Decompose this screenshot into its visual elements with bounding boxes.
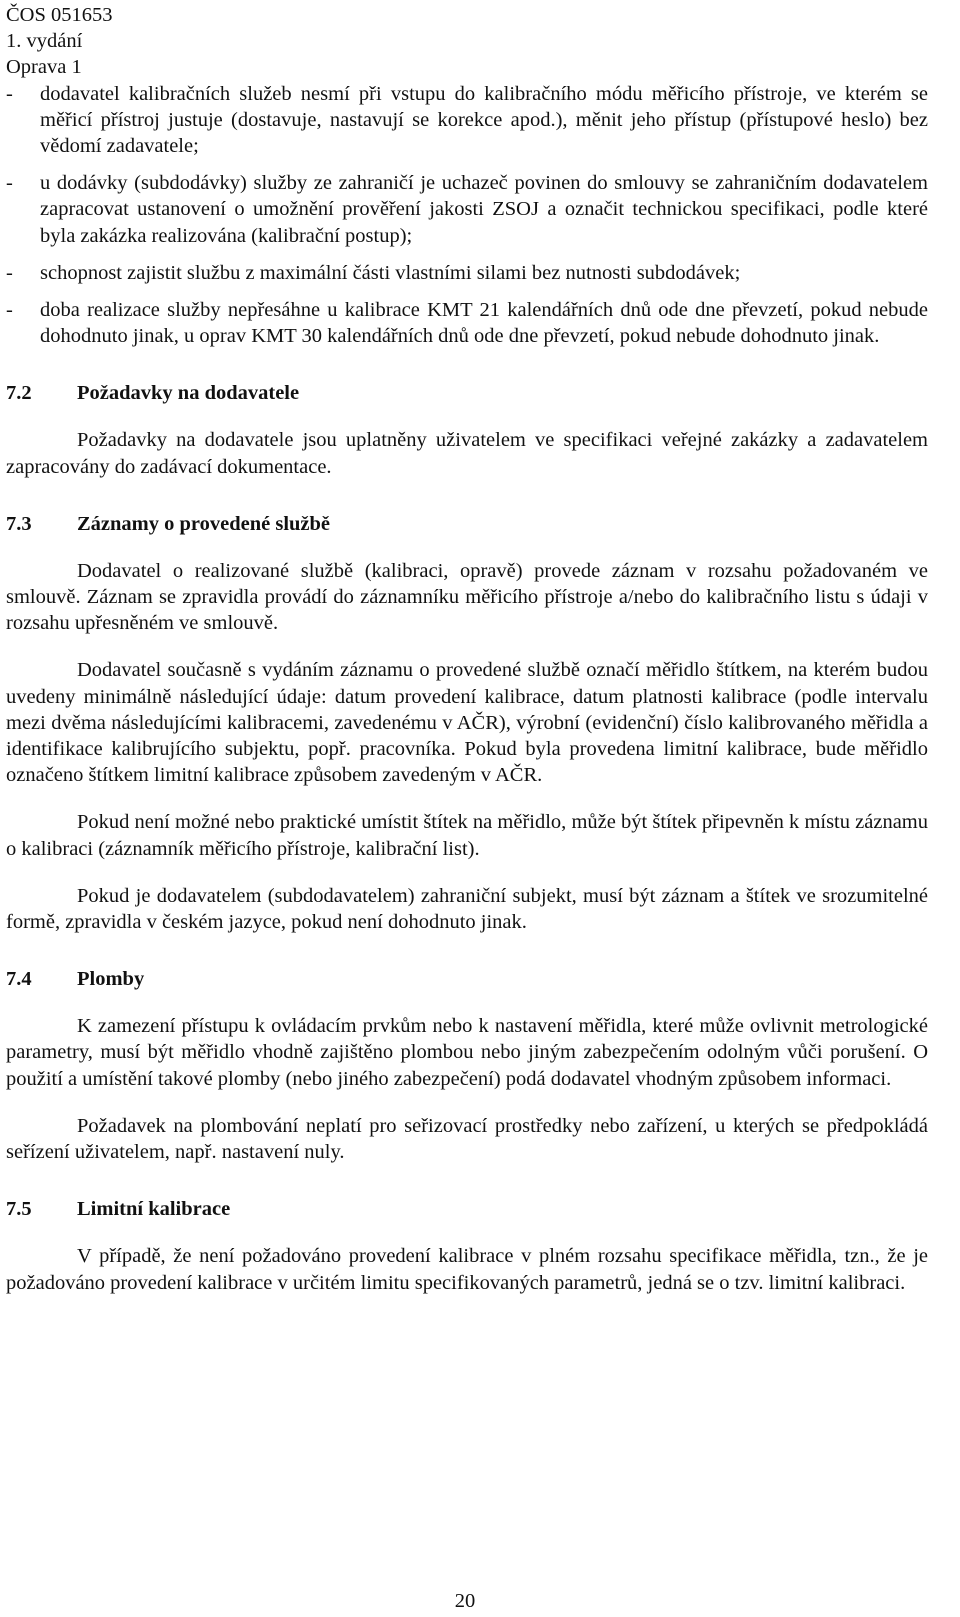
section-number: 7.2 bbox=[6, 382, 32, 405]
list-item bbox=[6, 170, 928, 249]
section-title: Plomby bbox=[77, 968, 145, 991]
paragraph: Pokud není možné nebo praktické umístit štítek na měřidlo, může být štítek připevněn k místu záznamu o kalibraci (záznamník měřicího přístroje, kalibrační list). bbox=[6, 811, 928, 860]
section-heading bbox=[6, 380, 928, 406]
paragraph: Dodavatel současně s vydáním záznamu o provedené službě označí měřidlo štítkem, na kterém budou uvedeny minimálně následující údaje: datum provedení kalibrace, datum platnosti kalibrace (podle intervalu mezi dvěma následujícími kalibracemi, zavedenému v AČR), výrobní (evidenční) číslo kalibrovaného měřidla a identifikace kalibrujícího subjektu, popř. pracovníka. Pokud byla provedena limitní kalibrace, bude měřidlo označeno štítkem limitní kalibrace způsobem zavedeným v AČR. bbox=[6, 659, 928, 787]
paragraph: V případě, že není požadováno provedení kalibrace v plném rozsahu specifikace měřidla, tzn., že je požadováno provedení kalibrace v určitém limitu specifikovaných parametrů, jedná se o tzv. limitní kalibraci. bbox=[6, 1245, 928, 1294]
document-code: ČOS 051653 bbox=[6, 4, 113, 26]
edition-label: 1. vydání bbox=[6, 30, 83, 53]
section-heading bbox=[6, 1196, 928, 1222]
bullet-list bbox=[6, 81, 928, 350]
paragraph: Dodavatel o realizované službě (kalibraci, opravě) provede záznam v rozsahu požadovaném ve smlouvě. Záznam se zpravidla provádí do záznamníku měřicího přístroje a/nebo do kalibračního listu s údaji v rozsahu upřesněném ve smlouvě. bbox=[6, 559, 928, 635]
section-title: Požadavky na dodavatele bbox=[77, 382, 300, 405]
paragraph: Pokud je dodavatelem (subdodavatelem) zahraniční subjekt, musí být záznam a štítek ve srozumitelné formě, zpravidla v českém jazyce, pokud není dohodnuto jinak. bbox=[6, 884, 928, 934]
list-item-text: u dodávky (subdodávky) služby ze zahraničí je uchazeč povinen do smlouvy se zahraničním dodavatelem zapracovat ustanovení o umožnění prověření jakosti ZSOJ a označit technickou specifikaci, podle které byla zakázka realizována (kalibrační postup); bbox=[40, 172, 928, 247]
list-item bbox=[6, 260, 928, 286]
paragraph: Požadavky na dodavatele jsou uplatněny uživatelem ve specifikaci veřejné zakázky a zadavatelem zapracovány do zadávací dokumentace. bbox=[6, 429, 928, 478]
section-title: Limitní kalibrace bbox=[77, 1198, 231, 1221]
section-number: 7.5 bbox=[6, 1198, 32, 1221]
list-item-text: schopnost zajistit službu z maximální části vlastními silami bez nutnosti subdodávek; bbox=[40, 261, 741, 284]
list-item bbox=[6, 81, 928, 160]
paragraph: Požadavek na plombování neplatí pro seřizovací prostředky nebo zařízení, u kterých se předpokládá seřízení uživatelem, např. nastavení nuly. bbox=[6, 1114, 928, 1164]
paragraph: K zamezení přístupu k ovládacím prvkům nebo k nastavení měřidla, které může ovlivnit metrologické parametry, musí být měřidlo vhodně zajištěno plombou nebo jiným zabezpečením odolným vůči porušení. O použití a umístění takové plomby (nebo jiného zabezpečení) podá dodavatel vhodným způsobem informaci. bbox=[6, 1015, 928, 1090]
section-title: Záznamy o provedené službě bbox=[77, 512, 331, 535]
list-item-text: doba realizace služby nepřesáhne u kalibrace KMT 21 kalendářních dnů ode dne převzetí, pokud nebude dohodnuto jinak, u oprav KMT 30 kalendářních dnů ode dne převzetí, pokud nebude dohodnuto jinak. bbox=[40, 299, 928, 348]
document-page bbox=[6, 2, 928, 1296]
list-item-text: dodavatel kalibračních služeb nesmí při vstupu do kalibračního módu měřicího přístroje, ve kterém se měřicí přístroj justuje (dostavuje, nastavují se korekce apod.), měnit jeho přístup (přístupové heslo) bez vědomí zadavatele; bbox=[40, 82, 928, 158]
list-dash: - bbox=[6, 261, 13, 284]
section-heading bbox=[6, 511, 928, 537]
section-heading bbox=[6, 966, 928, 992]
list-dash: - bbox=[6, 82, 13, 105]
list-dash: - bbox=[6, 299, 13, 322]
page-number: 20 bbox=[454, 1590, 476, 1612]
section-number: 7.4 bbox=[6, 968, 32, 991]
list-dash: - bbox=[6, 172, 13, 195]
section-number: 7.3 bbox=[6, 512, 32, 535]
list-item bbox=[6, 297, 928, 349]
amendment-label: Oprava 1 bbox=[6, 56, 82, 79]
document-header bbox=[6, 2, 928, 81]
